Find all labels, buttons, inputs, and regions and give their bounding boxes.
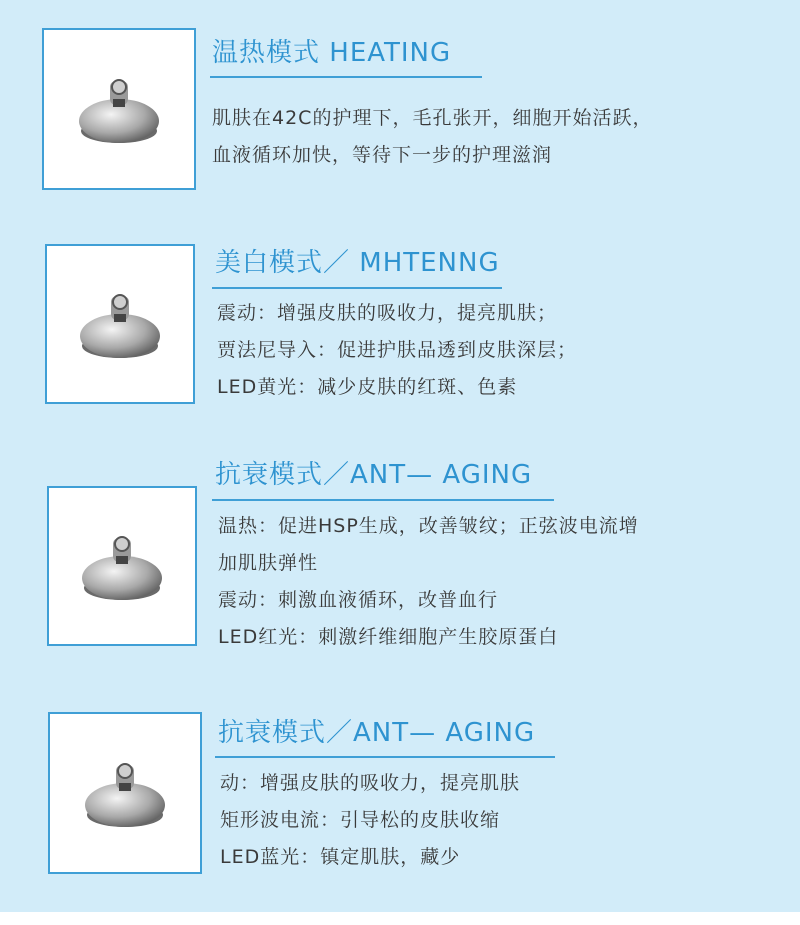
description-line: 血液循环加快，等待下一步的护理滋润 <box>212 144 553 166</box>
description-line: 矩形波电流：引导松的皮肤收缩 <box>220 809 501 831</box>
description-lines <box>220 770 520 881</box>
title-underline <box>212 499 554 501</box>
description-line: 震动：刺激血液循环，改普血行 <box>218 589 499 611</box>
description-lines <box>217 300 577 411</box>
title-underline <box>215 756 555 758</box>
section-title: 抗衰模式／ANT— AGING <box>218 718 536 748</box>
description-line: 贾法尼导入：促进护肤品透到皮肤深层； <box>217 339 578 361</box>
description-line: 动：增强皮肤的吸收力，提亮肌肤 <box>220 772 521 794</box>
title-underline <box>212 287 502 289</box>
title-underline <box>210 76 482 78</box>
description-line: LED黄光：减少皮肤的红斑、色素 <box>217 376 518 398</box>
description-line: LED红光：刺激纤维细胞产生胶原蛋白 <box>218 626 559 648</box>
section-title: 抗衰模式／ANT— AGING <box>215 460 533 490</box>
product-image-frame <box>48 712 202 874</box>
product-image-frame <box>42 28 196 190</box>
description-lines <box>212 105 652 179</box>
section-title: 美白模式／ MHTENNG <box>215 248 500 278</box>
description-line: 肌肤在42C的护理下，毛孔张开，细胞开始活跃， <box>212 107 653 129</box>
description-line: LED蓝光：镇定肌肤，藏少 <box>220 846 461 868</box>
section-title: 温热模式 HEATING <box>212 38 452 68</box>
device-head-icon <box>80 753 170 833</box>
product-image-frame <box>45 244 195 404</box>
description-line: 震动：增强皮肤的吸收力，提亮肌肤； <box>217 302 558 324</box>
description-line: 温热：促进HSP生成，改善皱纹；正弦波电流增 <box>218 515 639 537</box>
bottom-band <box>0 912 800 925</box>
device-head-icon <box>77 526 167 606</box>
device-head-icon <box>75 284 165 364</box>
product-image-frame <box>47 486 197 646</box>
description-line: 加肌肤弹性 <box>218 552 319 574</box>
device-head-icon <box>74 69 164 149</box>
description-lines <box>218 513 639 661</box>
